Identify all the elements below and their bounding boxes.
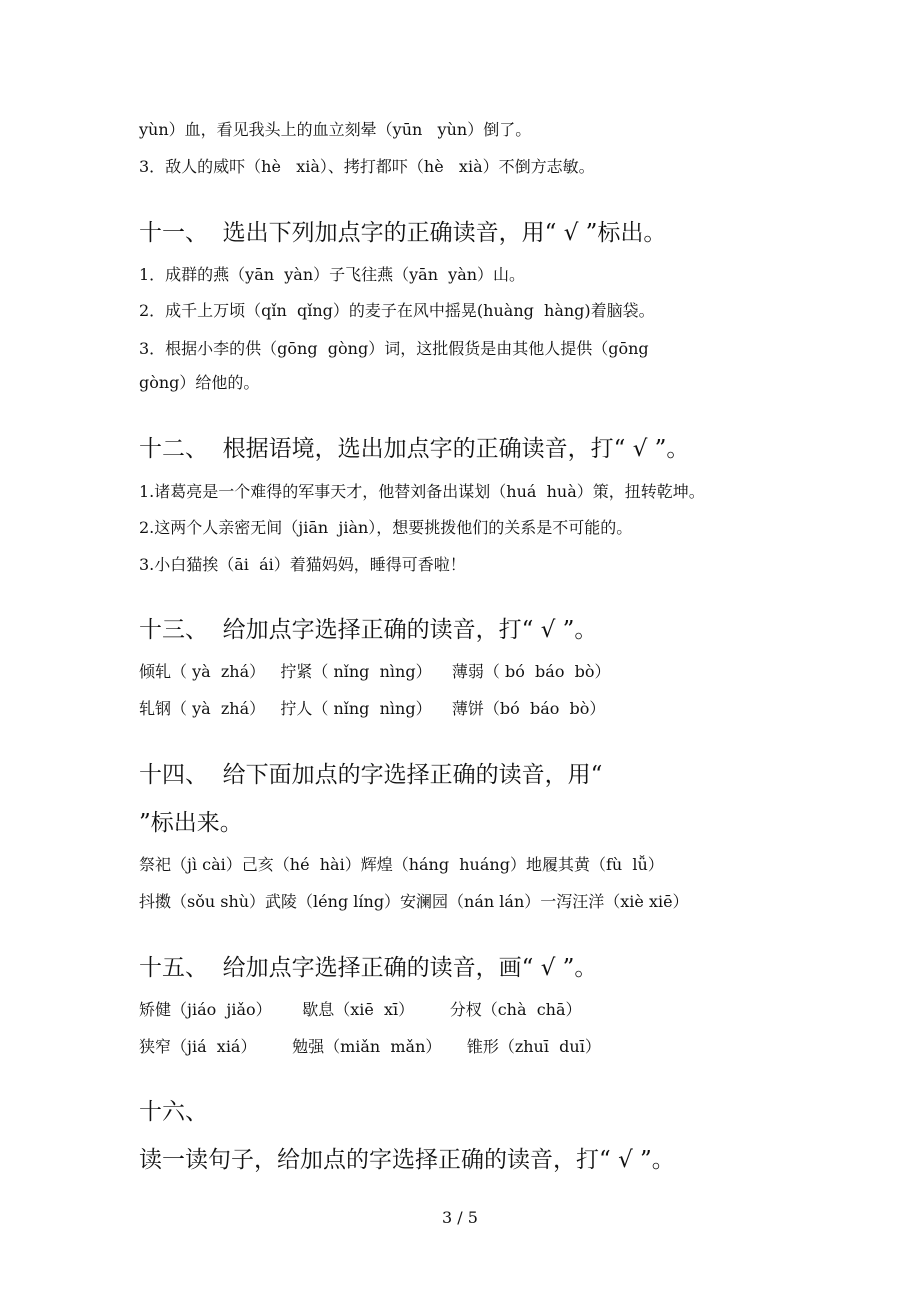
line-4: 2．成千上万顷（qǐn qǐng）的麦子在风中摇晃(huàng hàng)着脑袋。: [139, 301, 655, 320]
line-11: 轧钢（ yà zhá） 拧人（ nǐng nìng） 薄饼（bó báo bò）: [139, 699, 606, 718]
heading-14: 十四、 给下面加点的字选择正确的读音，用“: [139, 762, 603, 788]
line-1: yùn）血，看见我头上的血立刻晕（yūn yùn）倒了。: [139, 120, 532, 139]
line-3: 1．成群的燕（yān yàn）子飞往燕（yān yàn）山。: [139, 265, 526, 284]
line-13: 抖擞（sǒu shù）武陵（léng líng）安澜园（nán lán）一泻汪洋（xiè xiē）: [139, 892, 689, 911]
heading-15: 十五、 给加点字选择正确的读音，画“ √ ”。: [139, 955, 598, 981]
line-15: 狭窄（jiá xiá） 勉强（miǎn mǎn） 锥形（zhuī duī）: [139, 1037, 601, 1056]
heading-12: 十二、 根据语境，选出加点字的正确读音，打“ √ ”。: [139, 436, 690, 462]
line-2: 3．敌人的威吓（hè xià）、拷打都吓（hè xià）不倒方志敏。: [139, 157, 595, 176]
line-8: 2.这两个人亲密无间（jiān jiàn），想要挑拨他们的关系是不可能的。: [139, 518, 633, 537]
page-number: 3 / 5: [442, 1208, 478, 1227]
line-9: 3.小白猫挨（āi ái）着猫妈妈，睡得可香啦！: [139, 555, 466, 574]
line-10: 倾轧（ yà zhá） 拧紧（ nǐng nìng） 薄弱（ bó báo bò）: [139, 662, 611, 681]
line-6: gòng）给他的。: [139, 373, 260, 392]
heading-13: 十三、 给加点字选择正确的读音，打“ √ ”。: [139, 617, 598, 643]
line-7: 1.诸葛亮是一个难得的军事天才，他替刘备出谋划（huá huà）策，扭转乾坤。: [139, 482, 705, 501]
heading-16-cont: 读一读句子，给加点的字选择正确的读音，打“ √ ”。: [139, 1147, 675, 1173]
line-14: 矫健（jiáo jiǎo） 歇息（xiē xī） 分杈（chà chā）: [139, 1000, 582, 1019]
heading-11: 十一、 选出下列加点字的正确读音，用“ √ ”标出。: [139, 220, 667, 246]
heading-14-cont: ”标出来。: [139, 810, 243, 836]
line-5: 3．根据小李的供（gōng gòng）词，这批假货是由其他人提供（gōng: [139, 339, 649, 358]
line-12: 祭祀（jì cài）己亥（hé hài）辉煌（háng huáng）地履其黄（fù lǚ）: [139, 855, 664, 874]
heading-16: 十六、: [139, 1099, 208, 1125]
